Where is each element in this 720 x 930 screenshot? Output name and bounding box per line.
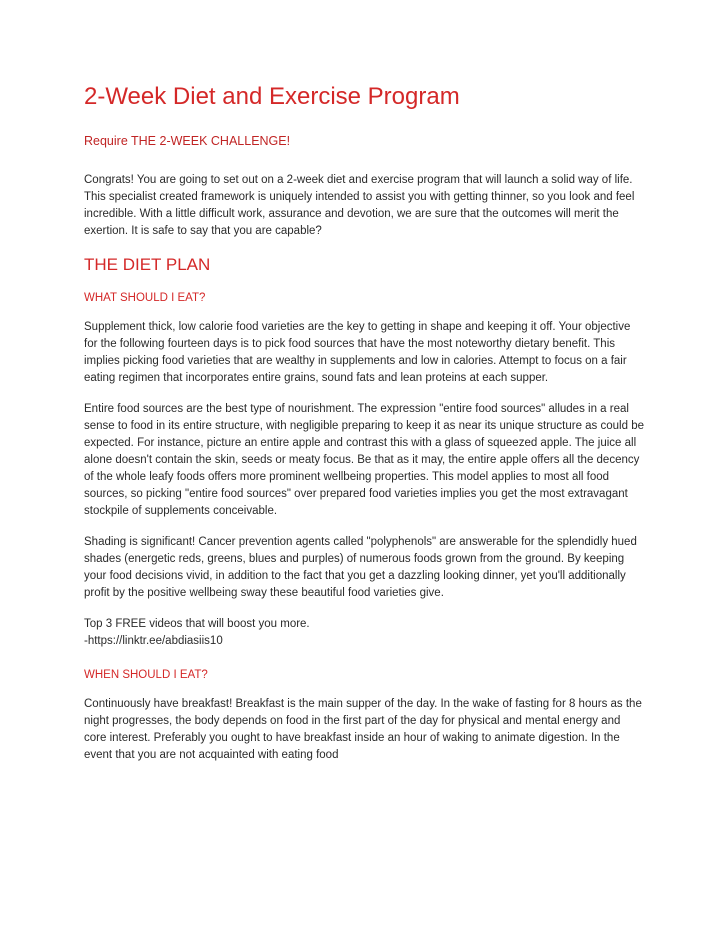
promo-text: Top 3 FREE videos that will boost you more.: [84, 618, 310, 630]
intro-paragraph: Congrats! You are going to set out on a 2-week diet and exercise program that will launch a solid way of life. This specialist created framework is uniquely intended to assist you with getting thinner, so you look and feel incredible. With a little difficult work, assurance and devotion, we are sure that the outcomes will merit the exertion. It is safe to say that you are capable?: [84, 174, 635, 237]
document-subtitle: Require THE 2-WEEK CHALLENGE!: [84, 134, 291, 148]
section-heading-diet-plan: THE DIET PLAN: [84, 255, 211, 274]
document-title: 2-Week Diet and Exercise Program: [84, 83, 460, 110]
paragraph-color: Shading is significant! Cancer prevention agents called "polyphenols" are answerable for the splendidly hued shades (energetic reds, greens, blues and purples) of numerous foods grown from the ground. By keeping your food decisions vivid, in addition to the fact that you get a dazzling looking dinner, yet you'll additionally profit by the positive wellbeing sway these beautiful food varieties give.: [84, 536, 637, 599]
document-page: [84, 82, 644, 764]
paragraph-whole-foods: Entire food sources are the best type of nourishment. The expression "entire food sources" alludes in a real sense to food in its entire structure, with negligible preparing to keep it as near its unique structure as could be expected. For instance, picture an entire apple and contrast this with a glass of squeezed apple. The juice all alone doesn't contain the skin, seeds or meaty focus. Be that as it may, the entire apple offers all the decency of the whole leafy foods offers more prominent wellbeing properties. This model applies to most all food sources, so picking "entire food sources" over prepared food varieties implies you get the most extravagant stockpile of supplements conceivable.: [84, 403, 644, 517]
paragraph-nutrient-dense: Supplement thick, low calorie food varieties are the key to getting in shape and keeping it off. Your objective for the following fourteen days is to pick food sources that have the most noteworthy dietary benefit. This implies picking food varieties that are wealthy in supplements and low in calories. Attempt to focus on a fair eating regimen that incorporates entire grains, sound fats and lean proteins at each supper.: [84, 321, 631, 384]
promo-link[interactable]: -https://linktr.ee/abdiasiis10: [84, 635, 223, 647]
paragraph-breakfast: Continuously have breakfast! Breakfast is the main supper of the day. In the wake of fasting for 8 hours as the night progresses, the body depends on food in the first part of the day for physical and mental energy and core interest. Preferably you ought to have breakfast inside an hour of waking to animate digestion. In the event that you are not acquainted with eating food: [84, 698, 642, 761]
question-heading-when-to-eat: WHEN SHOULD I EAT?: [84, 669, 208, 681]
question-heading-what-to-eat: WHAT SHOULD I EAT?: [84, 292, 206, 304]
